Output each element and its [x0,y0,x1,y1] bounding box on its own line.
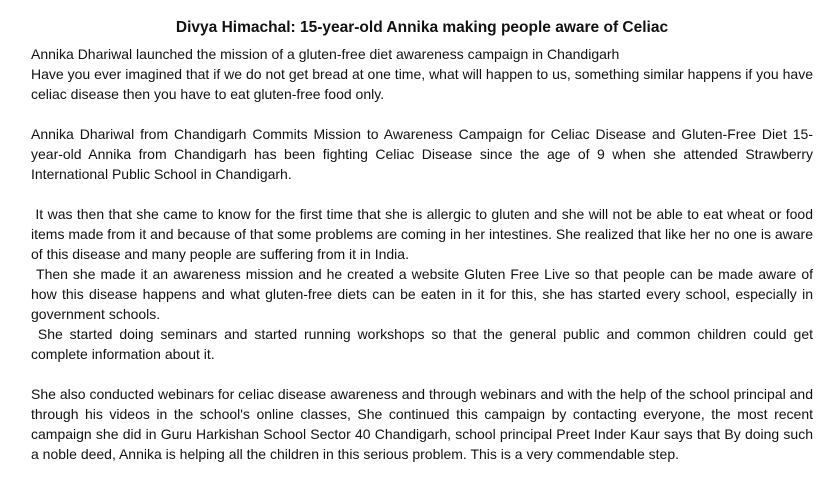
paragraph-3-wrapper [31,204,813,264]
paragraph-gap [31,184,813,204]
paragraph-6: She also conducted webinars for celiac disease awareness and through webinars and with the help of the school principal and through his videos in the school's online classes, She continued this campaign by contacting everyone, the most recent campaign she did in Guru Harkishan School Sector 40 Chandigarh, school principal Preet Inder Kaur says that By doing such a noble deed, Annika is helping all the children in this serious problem. This is a very commendable step. [31,386,813,462]
paragraph-1: Have you ever imagined that if we do not get bread at one time, what will happen to us, something similar happens if you have celiac disease then you have to eat gluten-free food only. [31,66,813,102]
article-title: Divya Himachal: 15-year-old Annika making people aware of Celiac [175,19,669,36]
paragraph-4: Then she made it an awareness mission and he created a website Gluten Free Live so that people can be made aware of how this disease happens and what gluten-free diets can be eaten in it for this, she has started every school, especially in government schools. [31,266,814,322]
paragraph-5: She started doing seminars and started running workshops so that the general public and common children could get complete information about it. [31,326,814,362]
intro-line: Annika Dhariwal launched the mission of a gluten-free diet awareness campaign in Chandigarh [31,46,620,62]
paragraph-2: Annika Dhariwal from Chandigarh Commits Mission to Awareness Campaign for Celiac Disease and Gluten-Free Diet 15-year-old Annika from Chandigarh has been fighting Celiac Disease since the age of 9 when she attended Strawberry International Public School in Chandigarh. [31,126,813,182]
paragraph-3: It was then that she came to know for the first time that she is allergic to gluten and she will not be able to eat wheat or food items made from it and because of that some problems are coming in her intestines. She realized that like her no one is aware of this disease and many people are suffering from it in India. [31,206,813,262]
paragraph-5-wrapper [31,324,813,364]
paragraph-4-wrapper [31,264,813,324]
paragraph-gap [31,364,813,384]
paragraph-gap [31,104,813,124]
